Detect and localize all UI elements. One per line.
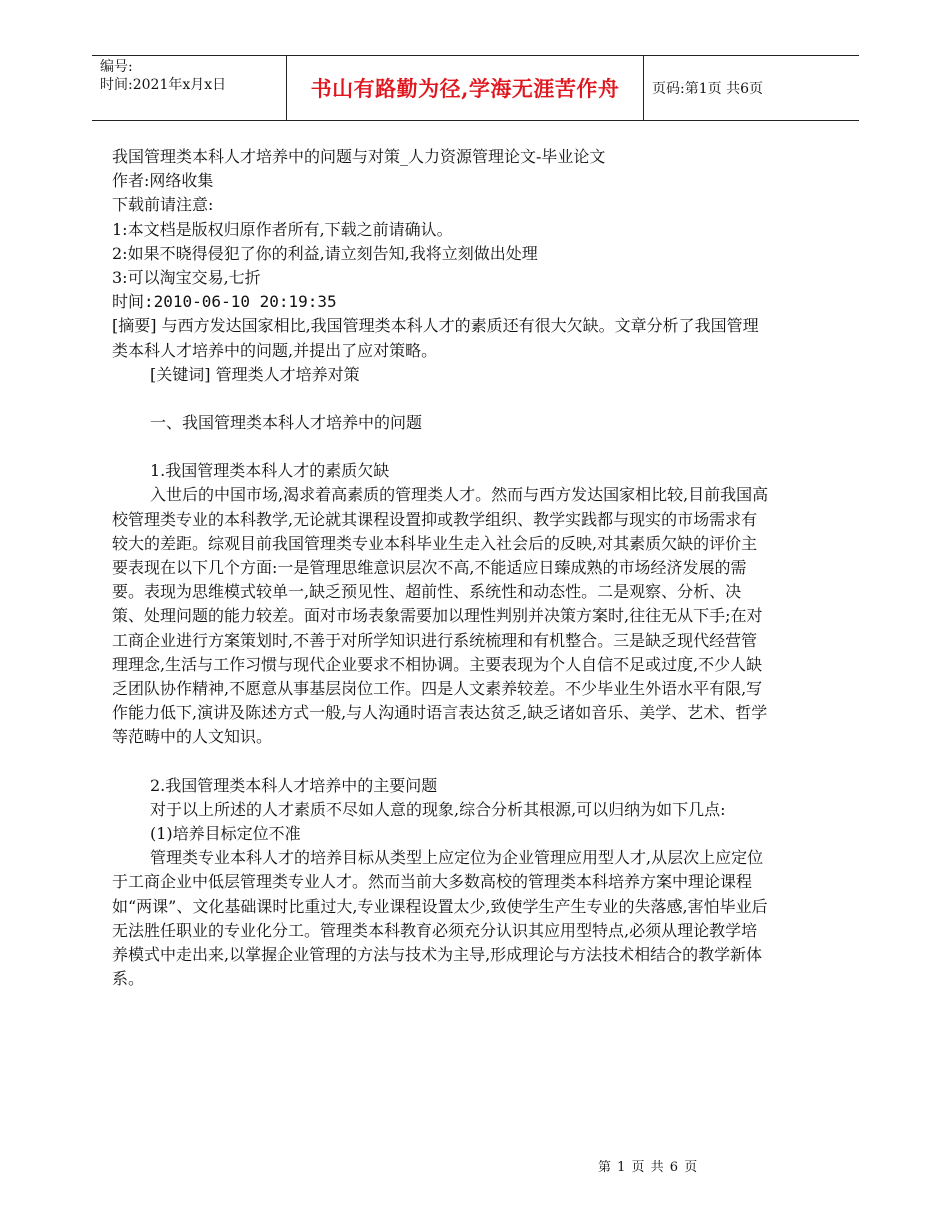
body-paragraph: 入世后的中国市场,渴求着高素质的管理类人才。然而与西方发达国家相比较,目前我国高校管理类专业的本科教学,无论就其课程设置抑或教学组织、教学实践都与现实的市场需求有较大的差距。综观目前我国管理类专业本科毕业生走入社会后的反映,对其素质欠缺的评价主要表现在以下几个方面:一是管理思维意识层次不高,不能适应日臻成熟的市场经济发展的需要。表现为思维模式较单一,缺乏预见性、超前性、系统性和动态性。二是观察、分析、决策、处理问题的能力较差。面对市场表象需要加以理性判别并决策方案时,往往无从下手;在对工商企业进行方案策划时,不善于对所学知识进行系统梳理和有机整合。三是缺乏现代经营管理理念,生活与工作习惯与现代企业要求不相协调。主要表现为个人自信不足或过度,不少人缺乏团队协作精神,不愿意从事基层岗位工作。四是人文素养较差。不少毕业生外语水平有限,写作能力低下,演讲及陈述方式一般,与人沟通时语言表达贫乏,缺乏诸如音乐、美学、艺术、哲学等范畴中的人文知识。 bbox=[112, 485, 769, 747]
document-time: 时间:2010-06-10 20:19:35 bbox=[112, 292, 337, 312]
document-author: 作者:网络收集 bbox=[112, 171, 214, 191]
document-title: 我国管理类本科人才培养中的问题与对策_人力资源管理论文-毕业论文 bbox=[112, 147, 606, 166]
page-header bbox=[92, 55, 859, 121]
list-item-heading: (1)培养目标定位不准 bbox=[150, 824, 301, 844]
notice-item: 1:本文档是版权归原作者所有,下载之前请确认。 bbox=[112, 219, 453, 239]
header-motto: 书山有路勤为径,学海无涯苦作舟 bbox=[286, 56, 644, 120]
header-meta bbox=[92, 56, 286, 120]
notice-heading: 下载前请注意: bbox=[112, 195, 214, 215]
notice-item: 3:可以淘宝交易,七折 bbox=[112, 268, 261, 288]
subsection-heading: 1.我国管理类本科人才的素质欠缺 bbox=[150, 461, 390, 481]
abstract: [摘要] 与西方发达国家相比,我国管理类本科人才的素质还有很大欠缺。文章分析了我国管理类本科人才培养中的问题,并提出了应对策略。 bbox=[112, 316, 759, 360]
body-paragraph: 对于以上所述的人才素质不尽如人意的现象,综合分析其根源,可以归纳为如下几点: bbox=[150, 799, 726, 819]
subsection-heading: 2.我国管理类本科人才培养中的主要问题 bbox=[150, 775, 438, 795]
section-heading: 一、我国管理类本科人才培养中的问题 bbox=[150, 413, 423, 433]
keywords: [关键词] 管理类人才培养对策 bbox=[150, 364, 360, 384]
header-page-info: 页码:第1页 共6页 bbox=[652, 81, 763, 97]
body-paragraph: 管理类专业本科人才的培养目标从类型上应定位为企业管理应用型人才,从层次上应定位于工商企业中低层管理类专业人才。然而当前大多数高校的管理类本科培养方案中理论课程如“两课”、文化基础课时比重过大,专业课程设置太少,致使学生产生专业的失落感,害怕毕业后无法胜任职业的专业化分工。管理类本科教育必须充分认识其应用型特点,必须从理论教学培养模式中走出来,以掌握企业管理的方法与技术为主导,形成理论与方法技术相结合的教学新体系。 bbox=[112, 848, 768, 989]
page-footer: 第 1 页 共 6 页 bbox=[598, 1160, 699, 1175]
document-body bbox=[112, 145, 772, 992]
document-time-label: 时间:2021年x月x日 bbox=[100, 77, 227, 93]
document-number-label: 编号: bbox=[100, 59, 133, 75]
notice-item: 2:如果不晓得侵犯了你的利益,请立刻告知,我将立刻做出处理 bbox=[112, 243, 538, 263]
